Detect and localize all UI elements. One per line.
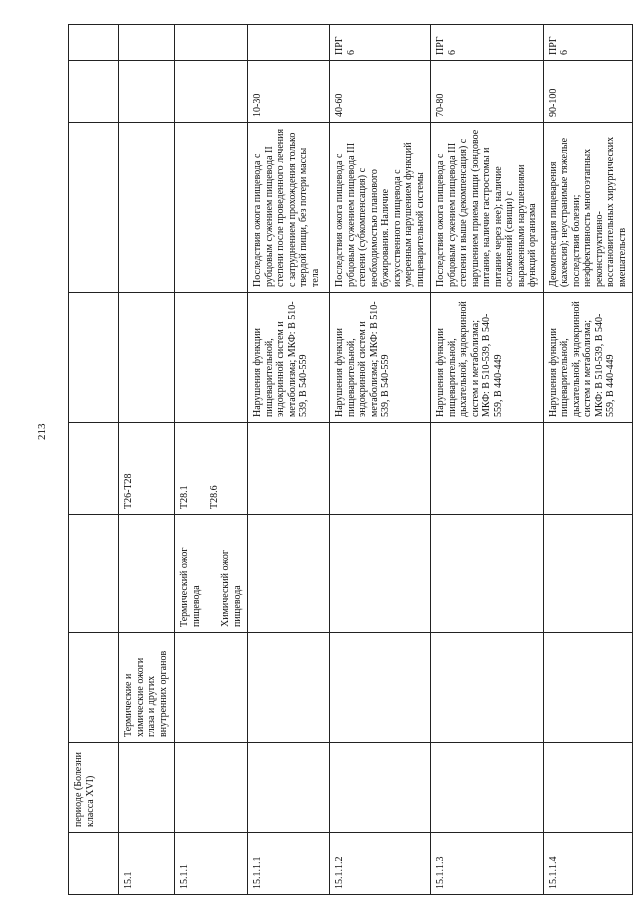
cell-percent (175, 61, 248, 123)
cell-impairment: Нарушения функции пищеварительной, эндокринной систем и метаболизма; МКФ: В 510-539, В 540-559 (248, 293, 330, 423)
cell-description: Декомпенсация пищеварения (кахексия); неустранимые тяжелые последствия болезни; неэффективность многоэтапных реконструктивно-восстановительных хирургических вмешательств (543, 123, 633, 293)
cell-percent (119, 61, 175, 123)
cell-icd (175, 423, 248, 515)
cell-note (175, 25, 248, 61)
cell-nosology (431, 515, 544, 633)
cell-nosology (248, 515, 330, 633)
cell-description: Последствия ожога пищевода с рубцовым сужением пищевода III степени и выше (декомпенсация) с нарушением приема пищи (зондовое питание, наличие гастростомы и питание через нее); наличие осложнений (свищи) с выраженными нарушениями функций организма (431, 123, 544, 293)
page-number: 213 (36, 423, 48, 440)
cell-note: ПРГ 6 (543, 25, 633, 61)
cell-group (543, 633, 633, 743)
cell-code: 15.1.1.2 (330, 833, 431, 895)
table-row (248, 25, 330, 895)
table-row (431, 25, 544, 895)
table-row (119, 25, 175, 895)
cell-icd: Т26-Т28 (119, 423, 175, 515)
cell-group (175, 633, 248, 743)
cell-class (119, 743, 175, 833)
cell-code: 15.1.1.3 (431, 833, 544, 895)
table-row (175, 25, 248, 895)
cell-percent (69, 61, 119, 123)
cell-description (119, 123, 175, 293)
table-row (543, 25, 633, 895)
cell-class (175, 743, 248, 833)
cell-class (431, 743, 544, 833)
cell-group (330, 633, 431, 743)
cell-impairment (119, 293, 175, 423)
cell-nosology (69, 515, 119, 633)
cell-group (248, 633, 330, 743)
cell-description (175, 123, 248, 293)
cell-class (330, 743, 431, 833)
cell-group (69, 633, 119, 743)
cell-nosology (543, 515, 633, 633)
cell-description: Последствия ожога пищевода с рубцовым сужением пищевода III степени (субкомпенсация) с необходимостью планового бужирования. Наличие искусственного пищевода с умеренным нарушением функций пищеварительной системы (330, 123, 431, 293)
cell-nosology (330, 515, 431, 633)
cell-note: ПРГ 6 (431, 25, 544, 61)
cell-code (69, 833, 119, 895)
cell-note: ПРГ 6 (330, 25, 431, 61)
cell-group: Термические и химические ожоги глаза и других внутренних органов (119, 633, 175, 743)
cell-code: 15.1.1 (175, 833, 248, 895)
cell-code: 15.1 (119, 833, 175, 895)
cell-group (431, 633, 544, 743)
cell-code: 15.1.1.1 (248, 833, 330, 895)
cell-icd (330, 423, 431, 515)
nosology-chemical: Химический ожог пищевода (220, 550, 243, 627)
cell-icd (69, 423, 119, 515)
cell-icd (543, 423, 633, 515)
cell-impairment: Нарушения функции пищеварительной, эндокринной систем и метаболизма; МКФ: В 510-539, В 540-559 (330, 293, 431, 423)
cell-note (119, 25, 175, 61)
cell-impairment: Нарушения функции пищеварительной, дыхательной, эндокринной систем и метаболизма; МКФ: В 510-539, В 540-559, В 440-449 (431, 293, 544, 423)
cell-nosology (119, 515, 175, 633)
impairment-table (68, 24, 633, 895)
cell-percent: 90-100 (543, 61, 633, 123)
table-row (330, 25, 431, 895)
cell-impairment: Нарушения функции пищеварительной, дыхательной, эндокринной систем и метаболизма; МКФ: В 510-539, В 540-559, В 440-449 (543, 293, 633, 423)
cell-icd (248, 423, 330, 515)
cell-code: 15.1.1.4 (543, 833, 633, 895)
table-row (69, 25, 119, 895)
cell-percent: 70-80 (431, 61, 544, 123)
cell-note (248, 25, 330, 61)
cell-percent: 10-30 (248, 61, 330, 123)
cell-impairment (175, 293, 248, 423)
cell-note (69, 25, 119, 61)
cell-class: периоде (Болезни класса XVI) (69, 743, 119, 833)
cell-icd (431, 423, 544, 515)
icd-t28-6: Т28.6 (208, 485, 220, 509)
cell-impairment (69, 293, 119, 423)
cell-description (69, 123, 119, 293)
cell-class (543, 743, 633, 833)
rotated-page-content (68, 25, 628, 895)
cell-description: Последствия ожога пищевода с рубцовым сужением пищевода II степени после проведенного лечения с затруднением прохождения только твердой пищи, без потери массы тела (248, 123, 330, 293)
cell-nosology (175, 515, 248, 633)
nosology-thermal: Термический ожог пищевода (179, 547, 202, 627)
cell-percent: 40-60 (330, 61, 431, 123)
icd-t28-1: Т28.1 (179, 485, 190, 509)
cell-class (248, 743, 330, 833)
